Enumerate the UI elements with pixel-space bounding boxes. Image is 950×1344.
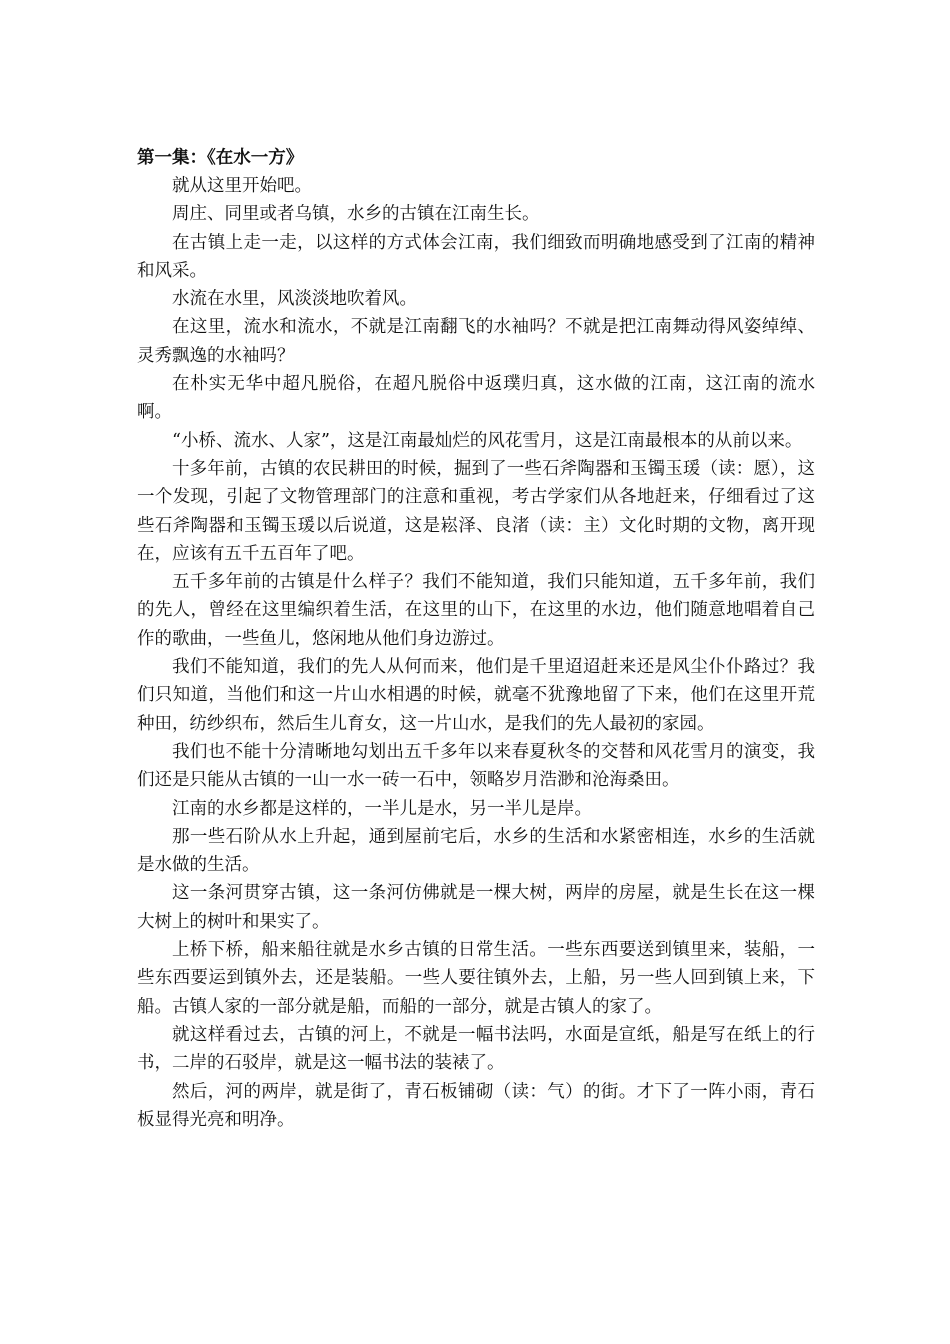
paragraph: 十多年前，古镇的农民耕田的时候，掘到了一些石斧陶器和玉镯玉瑗（读：愿），这一个发现，引起了文物管理部门的注意和重视，考古学家们从各地赶来，仔细看过了这些石斧陶器和玉镯玉瑗以后说道，这是崧泽、良渚（读：主）文化时期的文物，离开现在，应该有五千五百年了吧。 [137,458,815,564]
paragraph: 水流在水里，风淡淡地吹着风。 [172,289,417,310]
paragraph: 五千多年前的古镇是什么样子？我们不能知道，我们只能知道，五千多年前，我们的先人，曾经在这里编织着生活，在这里的山下，在这里的水边，他们随意地唱着自己作的歌曲，一些鱼儿，悠闲地从他们身边游过。 [137,572,815,649]
episode-heading: 第一集：《在水一方》 [137,148,304,168]
paragraph: 然后，河的两岸，就是街了，青石板铺砌（读：气）的街。才下了一阵小雨，青石板显得光亮和明净。 [137,1081,815,1130]
paragraph: 在古镇上走一走，以这样的方式体会江南，我们细致而明确地感受到了江南的精神和风采。 [137,232,815,281]
paragraph: 上桥下桥，船来船往就是水乡古镇的日常生活。一些东西要送到镇里来，装船，一些东西要运到镇外去，还是装船。一些人要往镇外去，上船，另一些人回到镇上来，下船。古镇人家的一部分就是船，而船的一部分，就是古镇人的家了。 [137,940,815,1017]
paragraph: 我们也不能十分清晰地勾划出五千多年以来春夏秋冬的交替和风花雪月的演变，我们还是只能从古镇的一山一水一砖一石中，领略岁月浩渺和沧海桑田。 [137,741,815,791]
paragraph: 这一条河贯穿古镇，这一条河仿佛就是一棵大树，两岸的房屋，就是生长在这一棵大树上的树叶和果实了。 [137,883,815,932]
paragraph: 就从这里开始吧。 [172,176,312,196]
document-page [137,147,815,1134]
paragraph: 在朴实无华中超凡脱俗，在超凡脱俗中返璞归真，这水做的江南，这江南的流水啊。 [137,374,815,423]
paragraph: 就这样看过去，古镇的河上，不就是一幅书法吗，水面是宣纸，船是写在纸上的行书，二岸的石驳岸，就是这一幅书法的装裱了。 [137,1024,815,1074]
paragraph: 周庄、同里或者乌镇，水乡的古镇在江南生长。 [172,204,540,225]
paragraph: 在这里，流水和流水，不就是江南翻飞的水袖吗？不就是把江南舞动得风姿绰绰、灵秀飘逸的水袖吗？ [137,317,815,366]
paragraph: “小桥、流水、人家”，这是江南最灿烂的风花雪月，这是江南最根本的从前以来。 [172,430,803,451]
paragraph: 江南的水乡都是这样的，一半儿是水，另一半儿是岸。 [172,798,592,819]
paragraph: 那一些石阶从水上升起，通到屋前宅后，水乡的生活和水紧密相连，水乡的生活就是水做的生活。 [137,826,815,876]
paragraph: 我们不能知道，我们的先人从何而来，他们是千里迢迢赶来还是风尘仆仆路过？我们只知道，当他们和这一片山水相遇的时候，就毫不犹豫地留了下来，他们在这里开荒种田，纺纱织布，然后生儿育女，这一片山水，是我们的先人最初的家园。 [137,657,815,734]
